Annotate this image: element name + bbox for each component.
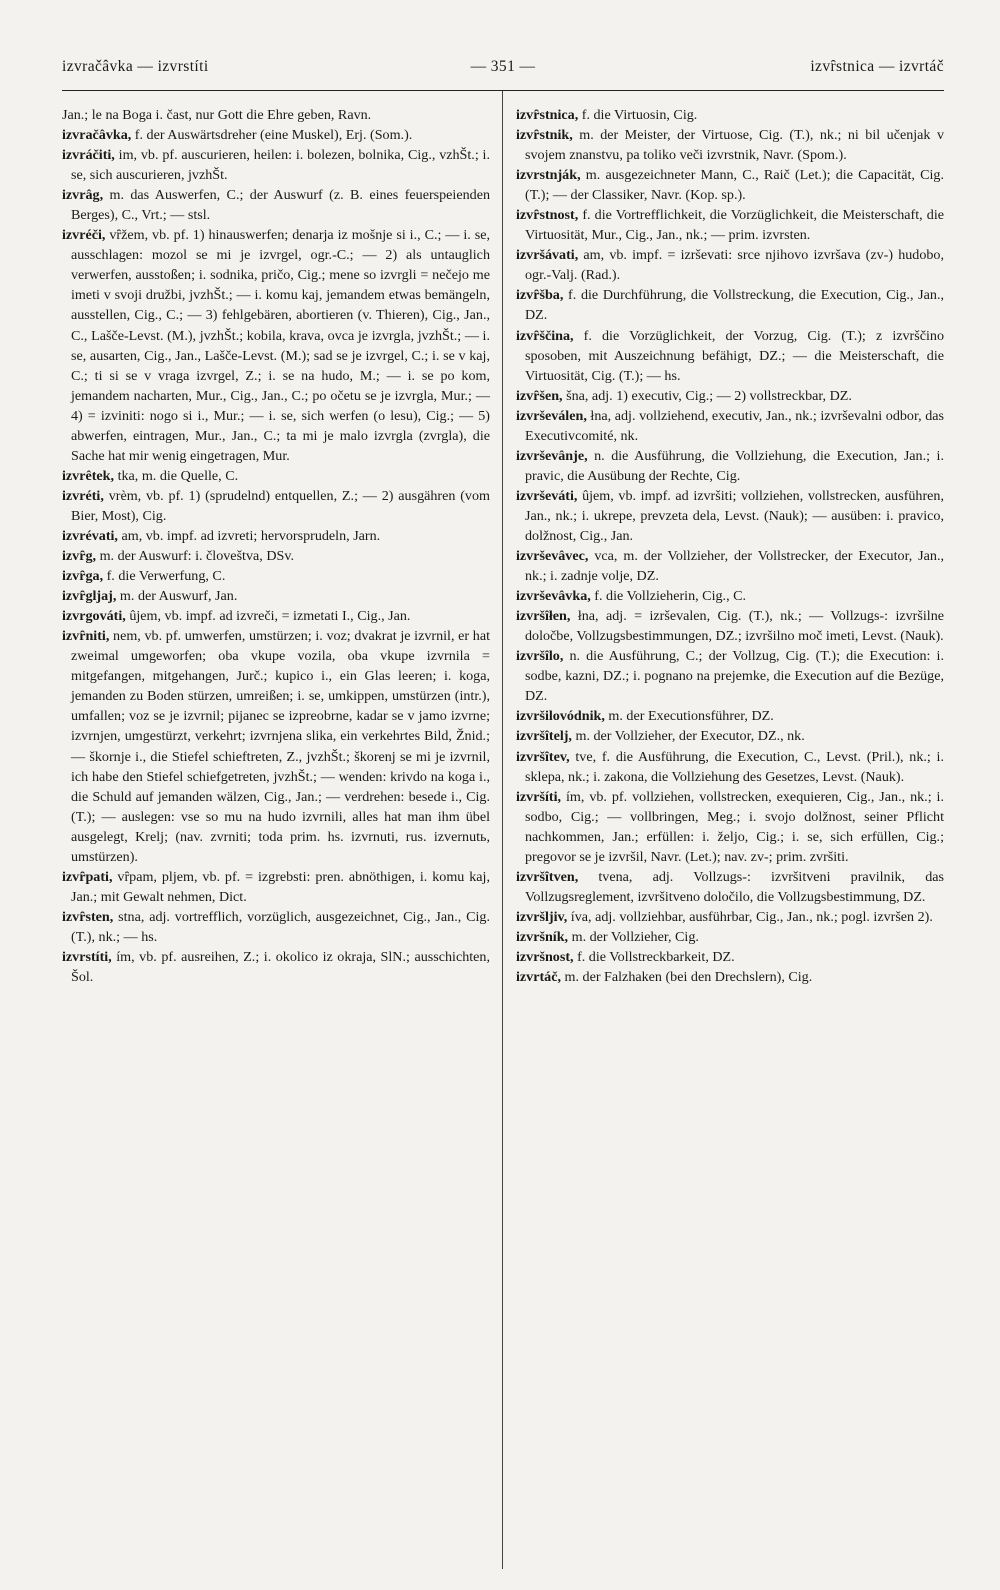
entry-headword: izvȓpati,	[62, 868, 113, 885]
entry-definition: ím, vb. pf. vollziehen, vollstrecken, exequieren, Cig., Jan., nk.; i. sodbo, Cig.; — vollbringen, Meg.; i. svojo dolžnost, seiner Pflicht nachkommen, Jan.; erfüllen: i. željo, Cig.; i. se, sich erfüllen, Cig.; pregovor se je izvršil, Navr. (Let.); nav. zv-; prim. zvršiti.	[525, 788, 944, 865]
dictionary-entry	[62, 125, 490, 145]
entry-definition: łna, adj. = izrševalen, Cig. (T.), nk.; — Vollzugs-: izvršilne določbe, Vollzugsbestimmungen, DZ.; izvršilno moč imeti, Levst. (Nauk).	[525, 608, 944, 645]
entry-headword: izvršîłen,	[516, 608, 571, 625]
entry-definition: tvena, adj. Vollzugs-: izvršitveni pravilnik, das Vollzugsreglement, izvršitveno določilo, die Vollzugsbestimmung, DZ.	[525, 868, 944, 905]
entry-headword: izvršîlo,	[516, 648, 564, 665]
entry-headword: izvȓšba,	[516, 287, 564, 304]
entry-definition: ûjem, vb. impf. ad izvreči, = izmetati I., Cig., Jan.	[125, 608, 411, 625]
entry-headword: izvrgováti,	[62, 608, 126, 625]
entry-definition: n. die Ausführung, die Vollziehung, die Execution, Jan.; i. pravic, die Ausübung der Rechte, Cig.	[525, 447, 944, 484]
entry-headword: izvȓstnica,	[516, 107, 579, 123]
dictionary-entry	[62, 566, 490, 586]
entry-definition: m. der Executionsführer, DZ.	[604, 708, 774, 725]
entry-headword: izvȓšen,	[516, 387, 563, 404]
entry-definition: stna, adj. vortrefflich, vorzüglich, ausgezeichnet, Cig., Jan., Cig. (T.), nk.; — hs.	[71, 908, 490, 945]
entry-headword: izvrševâvec,	[516, 548, 589, 565]
dictionary-entry	[516, 787, 944, 867]
entry-headword: izvȓniti,	[62, 628, 110, 645]
entry-headword: izvȓgljaj,	[62, 588, 117, 605]
entry-headword: izvrévati,	[62, 527, 118, 544]
entry-headword: izvȓg,	[62, 548, 97, 565]
dictionary-entry	[62, 626, 490, 867]
entry-definition: tve, f. die Ausführung, die Execution, C., Levst. (Pril.), nk.; i. sklepa, nk.; i. zakona, die Vollziehung des Gesetzes, Levst. (Nauk).	[525, 748, 944, 785]
entry-definition: m. der Meister, der Virtuose, Cig. (T.), nk.; ni bil učenjak v svojem znanstvu, pa toliko veči izvrstnik, Navr. (Spom.).	[525, 127, 944, 164]
entry-definition: im, vb. pf. auscurieren, heilen: i. bolezen, bolnika, Cig., vzhŠt.; i. se, sich auscurieren, jvzhŠt.	[71, 147, 490, 184]
dictionary-entry	[516, 205, 944, 245]
entry-headword: izvȓstnik,	[516, 127, 573, 144]
dictionary-entry	[516, 867, 944, 907]
entry-definition: f. die Durchführung, die Vollstreckung, die Execution, Cig., Jan., DZ.	[525, 287, 944, 324]
entry-definition: łna, adj. vollziehend, executiv, Jan., nk.; izvrševalni odbor, das Executivcomité, nk.	[525, 407, 944, 444]
entry-definition: am, vb. impf. ad izvreti; hervorsprudeln, Jarn.	[117, 527, 381, 544]
entry-definition: šna, adj. 1) executiv, Cig.; — 2) vollstreckbar, DZ.	[562, 387, 852, 404]
dictionary-entry	[62, 907, 490, 947]
dictionary-entry	[516, 406, 944, 446]
dictionary-entry	[62, 526, 490, 546]
entry-headword: izvršávati,	[516, 247, 579, 264]
entry-headword: izvrâg,	[62, 187, 104, 204]
header-right-guideword: izvȓstnica — izvrtáč	[810, 58, 944, 75]
entry-definition: ím, vb. pf. ausreihen, Z.; i. okolico iz okraja, SlN.; ausschichten, Šol.	[71, 948, 490, 986]
entry-definition: Jan.; le na Boga i. čast, nur Gott die Ehre geben, Ravn.	[62, 107, 372, 123]
entry-headword: izvršîtelj,	[516, 728, 572, 745]
dictionary-entry	[516, 907, 944, 927]
dictionary-entry	[62, 867, 490, 907]
entry-definition: vrèm, vb. pf. 1) (sprudelnd) entquellen, Z.; — 2) ausgähren (vom Bier, Most), Cig.	[71, 487, 490, 524]
entry-definition: íva, adj. vollziehbar, ausführbar, Cig., Jan., nk.; pogl. izvršen 2).	[567, 908, 933, 925]
dictionary-entry	[62, 466, 490, 486]
entry-headword: izvrstnják,	[516, 167, 581, 184]
entry-headword: izvrševálen,	[516, 407, 587, 424]
entry-definition: nem, vb. pf. umwerfen, umstürzen; i. voz; dvakrat je izvrnil, er hat zweimal umgeworfen; oba vkupe vozila, oba vkupe izvrnila = mitgefangen, mitgehangen, Jurč.; kupico i., ein Glas leeren; i. koga, jemanden zu Boden stürzen, umreißen; i. se, umkippen, umstürzen (intr.), umfallen; voz se je izvrnil; pijanec se izpreobrne, kadar se v jamo izvrne; izvrnjen, umgestürzt, verkehrt; izvrnjena slika, ein verkehrtes Bild, Žnid.; — škornje i., die Stiefel schieftreten, Z., jvzhŠt.; škorenj se mi je izvrnil, ich habe den Stiefel schiefgetreten, jvzhŠt.; — wenden: krivdo na koga i., die Schuld auf jemanden wälzen, Cig., Jan.; — verdrehen: besede i., Cig. (T.); — auslegen: vse so mu na hudo izvrnili, alles hat man ihm übel ausgelegt, Krelj; (nav. zvrniti; toda prim. hs. izvrnuti, rus. izvernutь, umstürzen).	[71, 628, 490, 865]
entry-headword: izvrtáč,	[516, 969, 561, 986]
dictionary-entry	[516, 706, 944, 726]
dictionary-entry	[62, 145, 490, 185]
entry-headword: izvrševáti,	[516, 487, 578, 504]
entry-definition: n. die Ausführung, C.; der Vollzug, Cig. (T.); die Execution: i. sodbe, kazni, DZ.; i. pognano na prejemke, die Execution auf die Bezüge, DZ.	[525, 648, 944, 705]
entry-definition: f. die Vollstreckbarkeit, DZ.	[573, 948, 735, 965]
entry-definition: ûjem, vb. impf. ad izvršiti; vollziehen, vollstrecken, ausführen, Jan., nk.; i. ukrepe, prevzeta dela, Levst. (Nauk); — ausüben: i. pravico, dolžnost, Cig., Jan.	[525, 487, 944, 544]
entry-definition: vȓpam, pljem, vb. pf. = izgrebsti: pren. abnöthigen, i. komu kaj, Jan.; mit Gewalt nehmen, Dict.	[71, 868, 490, 905]
entry-headword: izvrševâvka,	[516, 588, 591, 605]
dictionary-entry	[62, 606, 490, 626]
header-left-guideword: izvračâvka — izvrstíti	[62, 58, 209, 75]
dictionary-entry	[516, 326, 944, 386]
dictionary-entry	[516, 927, 944, 947]
entry-definition: f. die Vollzieherin, Cig., C.	[590, 588, 747, 605]
column-divider	[502, 91, 503, 1569]
entry-definition: m. ausgezeichneter Mann, C., Raič (Let.); die Capacität, Cig. (T.); — der Classiker, Navr. (Kop. sp.).	[525, 167, 944, 204]
dictionary-entry	[516, 165, 944, 205]
dictionary-entry	[62, 185, 490, 225]
dictionary-entry	[516, 486, 944, 546]
dictionary-entry	[62, 225, 490, 466]
dictionary-entry	[516, 245, 944, 285]
dictionary-entry	[516, 586, 944, 606]
columns	[62, 91, 944, 987]
dictionary-entry	[516, 726, 944, 746]
dictionary-entry	[516, 446, 944, 486]
dictionary-entry	[62, 947, 490, 987]
entry-headword: izvréti,	[62, 487, 104, 504]
entry-definition: am, vb. impf. = izrševati: srce njihovo izvršava (zv-) hudobo, ogr.-Valj. (Rad.).	[525, 247, 944, 284]
entry-headword: izvršîtev,	[516, 748, 570, 765]
entry-definition: m. der Vollzieher, Cig.	[568, 928, 699, 945]
dictionary-entry	[516, 747, 944, 787]
dictionary-entry	[516, 105, 944, 125]
dictionary-entry	[62, 546, 490, 566]
entry-headword: izvračâvka,	[62, 127, 132, 144]
dictionary-entry	[516, 646, 944, 706]
entry-definition: f. die Verwerfung, C.	[103, 568, 226, 585]
right-column	[516, 105, 944, 987]
entry-headword: izvršilovódnik,	[516, 708, 605, 725]
entry-headword: izvȓstnost,	[516, 207, 579, 224]
entry-definition: tka, m. die Quelle, C.	[114, 467, 239, 484]
entry-headword: izvréči,	[62, 227, 106, 244]
entry-headword: izvrševânje,	[516, 447, 588, 464]
entry-definition: m. der Falzhaken (bei den Drechslern), Cig.	[561, 969, 813, 986]
entry-headword: izvrêtek,	[62, 467, 115, 484]
entry-definition: f. die Vorzüglichkeit, der Vorzug, Cig. (T.); z izvrščino sposoben, mit Auszeichnung befähigt, DZ.; — die Meisterschaft, die Virtuosität, Cig. (T.); — hs.	[525, 327, 944, 384]
entry-headword: izvȓsten,	[62, 908, 114, 925]
dictionary-entry	[516, 606, 944, 646]
dictionary-entry	[516, 947, 944, 967]
dictionary-entry	[516, 546, 944, 586]
left-column	[62, 105, 490, 987]
dictionary-entry	[62, 486, 490, 526]
entry-headword: izvršíti,	[516, 788, 562, 805]
dictionary-entry	[516, 967, 944, 987]
entry-headword: izvȓga,	[62, 568, 104, 585]
entry-definition: f. der Auswärtsdreher (eine Muskel), Erj. (Som.).	[131, 127, 413, 144]
entry-definition: f. die Virtuosin, Cig.	[578, 107, 698, 123]
entry-headword: izvršnost,	[516, 948, 574, 965]
entry-definition: m. der Auswurf: i. človeštva, DSv.	[96, 548, 294, 565]
entry-definition: m. der Auswurf, Jan.	[116, 588, 238, 605]
dictionary-entry	[516, 285, 944, 325]
page-number: — 351 —	[470, 58, 536, 75]
entry-definition: vca, m. der Vollzieher, der Vollstrecker, der Executor, Jan., nk.; i. zadnje volje, DZ.	[525, 548, 944, 585]
dictionary-entry	[62, 105, 490, 125]
dictionary-entry	[62, 586, 490, 606]
dictionary-entry	[516, 125, 944, 165]
entry-headword: izvršljiv,	[516, 908, 568, 925]
entry-headword: izvȓščina,	[516, 327, 574, 344]
entry-headword: izvrstíti,	[62, 948, 112, 965]
dictionary-entry	[516, 386, 944, 406]
entry-definition: vȓžem, vb. pf. 1) hinauswerfen; denarja iz mošnje si i., C.; — i. se, ausschlagen: mozol se mi je izvrgel, ogr.-C.; — 2) als untauglich verwerfen, ausstoßen; i. sodnika, pričo, Cig.; mene so izvrgli = nečejo me imeti v svoji družbi, jvzhŠt.; — i. komu kaj, jemandem etwas bemängeln, ausstellen, Cig., C.; — 3) fehlgebären, abortieren (v. Thieren), Cig., Jan., C., Lašče-Levst. (M.), jvzhŠt.; kobila, krava, ovca je izvrgla, jvzhŠt.; — i. se, ausarten, Cig., Jan., Lašče-Levst. (M.); sad se je izvrgel, C.; i. se v kaj, C.; ti si se v vraga izvrgel, Z.; i. se na hudo, M.; — i. se po kom, jemandem nacharten, Mur., Cig., Jan., C.; po očetu se je izvrgla, Mur.; — 4) = izviniti: nogo si i., Mur.; — i. se, sich werfen (o lesu), Cig.; — 5) abwerfen, eintragen, Mur., Jan., C.; ta mi je malo izvrgla (zvrgla), die Sache hat mir wenig eingetragen, Mur.	[71, 227, 490, 464]
entry-headword: izvráčiti,	[62, 147, 115, 164]
entry-definition: m. das Auswerfen, C.; der Auswurf (z. B. eines feuerspeienden Berges), C., Vrt.; — stsl.	[71, 187, 490, 224]
entry-definition: f. die Vortrefflichkeit, die Vorzüglichkeit, die Meisterschaft, die Virtuosität, Mur., Cig., Jan., nk.; — prim. izvrsten.	[525, 207, 944, 244]
running-header	[62, 58, 944, 84]
entry-definition: m. der Vollzieher, der Executor, DZ., nk.	[571, 728, 805, 745]
entry-headword: izvršîtven,	[516, 868, 579, 885]
entry-headword: izvršník,	[516, 928, 569, 945]
